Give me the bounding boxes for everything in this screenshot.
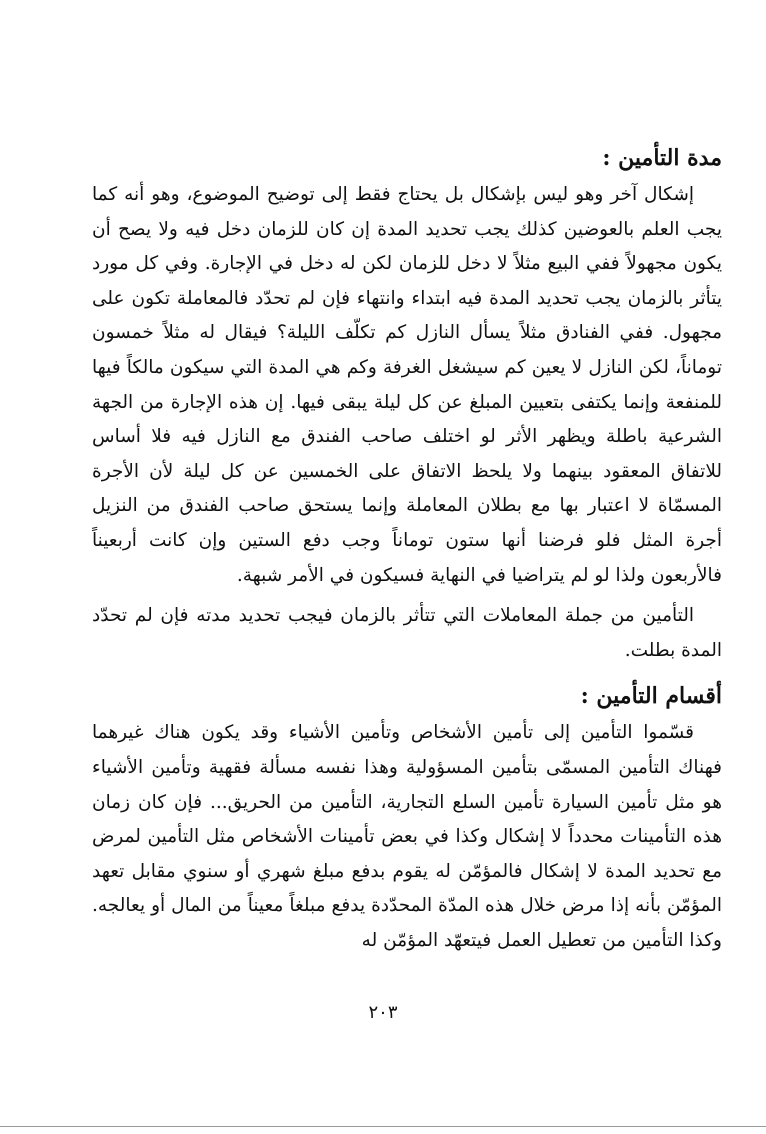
page-body [92,138,722,958]
scan-edge-line [0,1126,766,1127]
section-heading-insurance-types: أقسام التأمين : [580,683,722,710]
section-spacer [92,668,722,676]
paragraph-duration-conclusion: التأمين من جملة المعاملات التي تتأثر بالزمان فيجب تحديد مدته فإن لم تحدّد المدة بطلت. [92,605,722,661]
paragraph-duration-explanation: إشكال آخر وهو ليس بإشكال بل يحتاج فقط إلى توضيح الموضوع، وهو أنه كما يجب العلم بالعوضين كذلك يجب تحديد المدة إن كان للزمان دخل فيه ولا يصح أن يكون مجهولاً ففي البيع مثلاً لا دخل للزمان لكن له دخل في الإجارة. وفي كل مورد يتأثر بالزمان يجب تحديد المدة فيه ابتداء وانتهاء فإن لم تحدّد فالمعاملة تكون على مجهول. ففي الفنادق مثلاً يسأل النازل كم تكلّف الليلة؟ فيقال له مثلاً خمسون توماناً، لكن النازل لا يعين كم سيشغل الغرفة وكم هي المدة التي سيكون مالكاً فيها للمنفعة وإنما يكتفى بتعيين المبلغ عن كل ليلة يبقى فيها. إن هذه الإجارة من الجهة الشرعية باطلة ويظهر الأثر لو اختلف صاحب الفندق مع النازل فيه فلا أساس للاتفاق المعقود بينهما ولا يلحظ الاتفاق على الخمسين عن كل ليلة لأن الأجرة المسمّاة لا اعتبار بها مع بطلان المعاملة وإنما يستحق صاحب الفندق من النزيل أجرة المثل فلو فرضنا أنها ستون توماناً وجب دفع الستين وإن كانت أربعيناً فالأربعون ولذا لو لم يتراضيا في النهاية فسيكون في الأمر شبهة. [92,184,722,586]
paragraph-insurance-types: قسّموا التأمين إلى تأمين الأشخاص وتأمين الأشياء وقد يكون هناك غيرهما فهناك التأمين المسمّى بتأمين المسؤولية وهذا نفسه مسألة فقهية وتأمين الأشياء هو مثل تأمين السيارة تأمين السلع التجارية، التأمين من الحريق... فإن كان زمان هذه التأمينات محدداً لا إشكال وكذا في بعض تأمينات الأشخاص مثل التأمين لمرض مع تحديد المدة لا إشكال فالمؤمّن له يقوم بدفع مبلغ شهري أو سنوي مقابل تعهد المؤمّن بأنه إذا مرض خلال هذه المدّة المحدّدة يدفع مبلغاً معيناً من المال أو يعالجه. وكذا التأمين من تعطيل العمل فيتعهّد المؤمّن له [92,722,722,951]
section-heading-insurance-duration: مدة التأمين : [602,145,722,171]
page-number: ٢٠٣ [368,1002,398,1023]
